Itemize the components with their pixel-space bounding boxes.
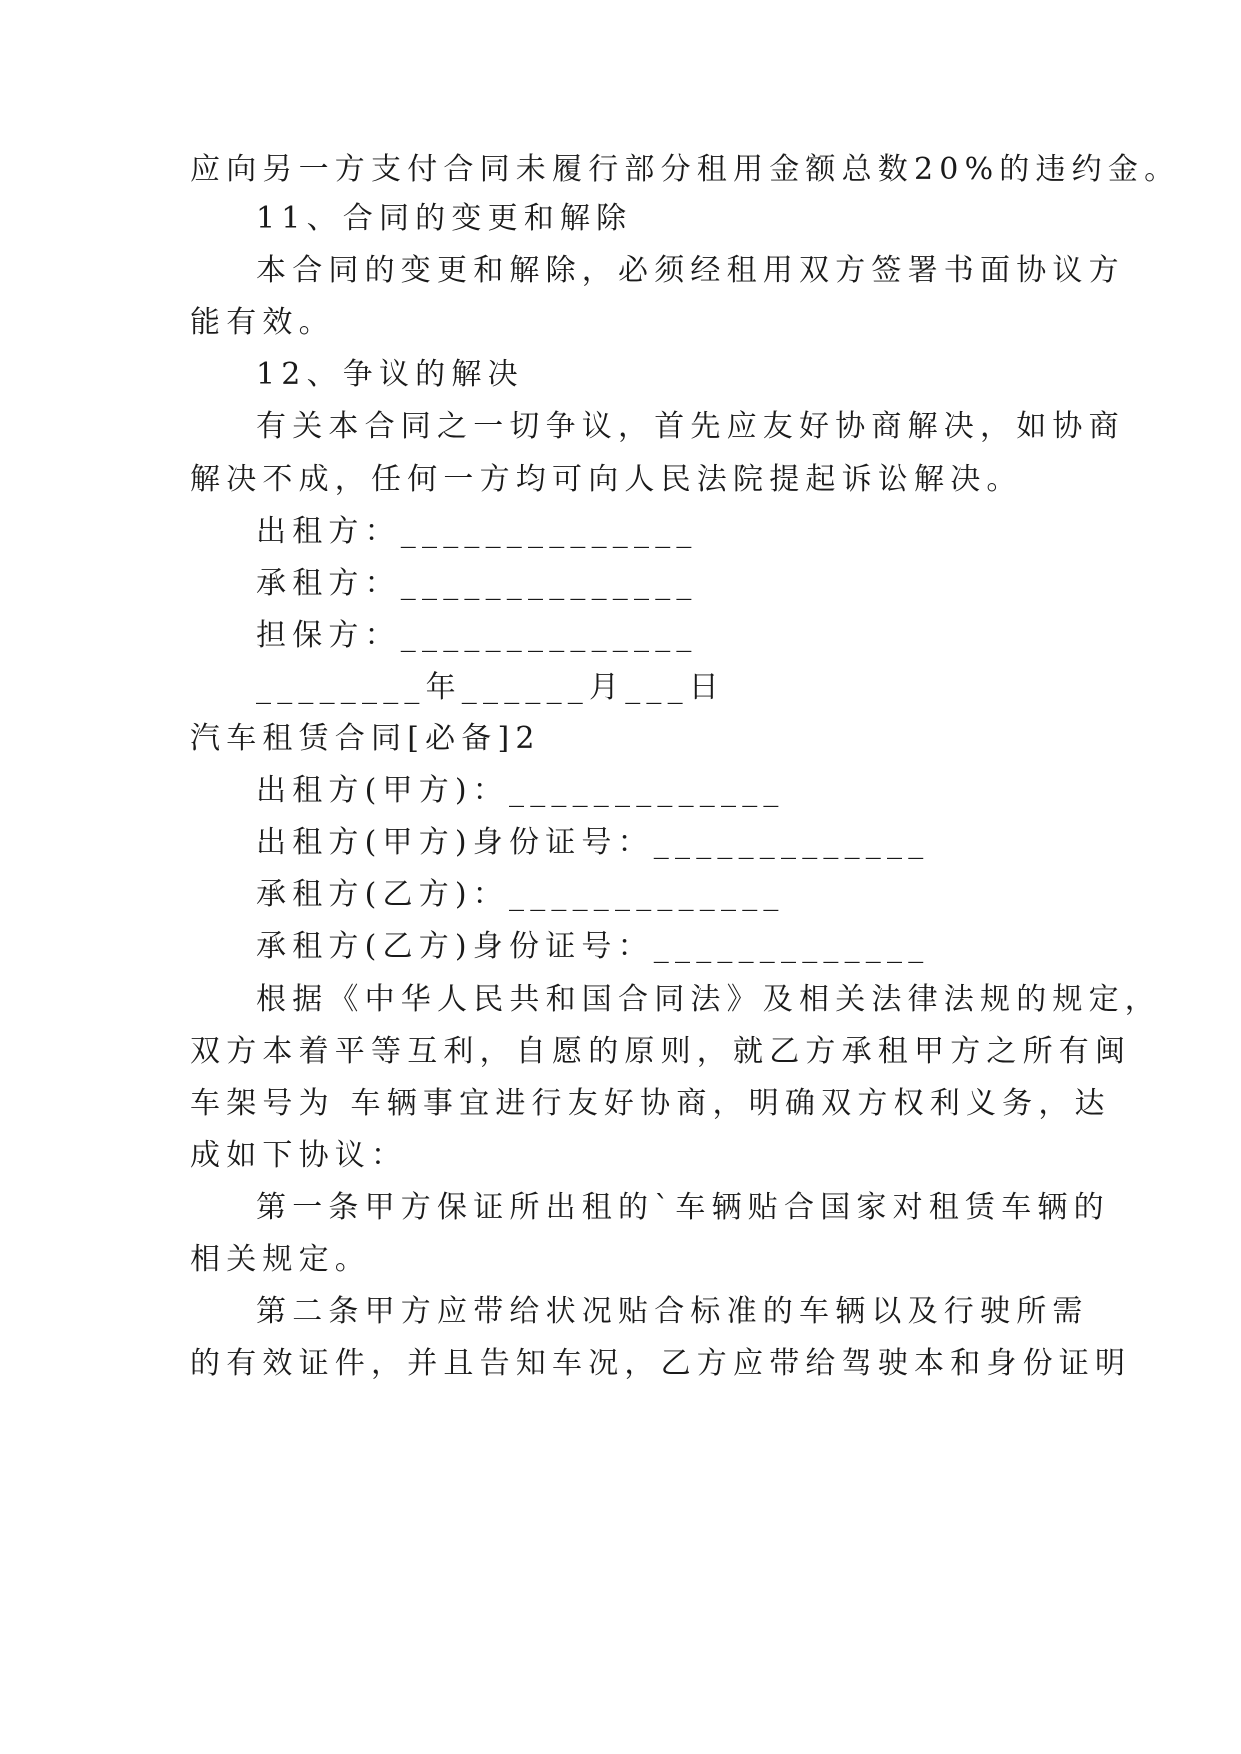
party-b-id-line: 承租方(乙方)身份证号：_____________ — [256, 929, 930, 964]
paragraph-line: 相关规定。 — [190, 1242, 371, 1277]
signature-line-guarantor: 担保方：______________ — [256, 618, 698, 653]
document-title: 汽车租赁合同[必备]2 — [190, 721, 541, 756]
date-line: ________年______月___日 — [256, 670, 725, 705]
paragraph-line: 解决不成，任何一方均可向人民法院提起诉讼解决。 — [190, 462, 1023, 497]
signature-line-lessee: 承租方：______________ — [256, 566, 698, 601]
section-heading: 11、合同的变更和解除 — [256, 201, 633, 236]
paragraph-line: 根据《中华人民共和国合同法》及相关法律法规的规定， — [256, 982, 1161, 1017]
signature-line-lessor: 出租方：______________ — [256, 514, 698, 549]
paragraph-line: 应向另一方支付合同未履行部分租用金额总数20%的违约金。 — [190, 152, 1181, 187]
paragraph-line: 车架号为 车辆事宜进行友好协商，明确双方权利义务，达 — [190, 1086, 1111, 1121]
paragraph-line: 双方本着平等互利，自愿的原则，就乙方承租甲方之所有闽 — [190, 1034, 1132, 1069]
paragraph-line: 成如下协议： — [190, 1138, 408, 1173]
party-a-id-line: 出租方(甲方)身份证号：_____________ — [256, 825, 930, 860]
paragraph-line: 的有效证件，并且告知车况，乙方应带给驾驶本和身份证明 — [190, 1346, 1132, 1381]
paragraph-line: 有关本合同之一切争议，首先应友好协商解决，如协商 — [256, 409, 1125, 444]
paragraph-line: 第二条甲方应带给状况贴合标准的车辆以及行驶所需 — [256, 1294, 1089, 1329]
paragraph-line: 第一条甲方保证所出租的`车辆贴合国家对租赁车辆的 — [256, 1190, 1110, 1225]
paragraph-line: 能有效。 — [190, 305, 335, 340]
paragraph-line: 本合同的变更和解除，必须经租用双方签署书面协议方 — [256, 253, 1125, 288]
party-a-line: 出租方(甲方)：_____________ — [256, 773, 785, 808]
party-b-line: 承租方(乙方)：_____________ — [256, 877, 785, 912]
section-heading: 12、争议的解决 — [256, 357, 524, 392]
